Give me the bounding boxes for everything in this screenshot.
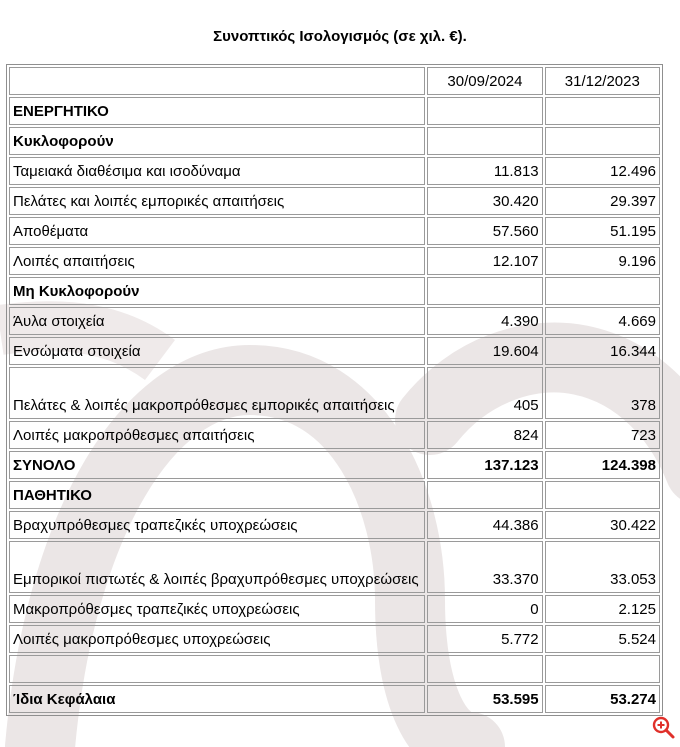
header-date-2024: 30/09/2024 [427, 67, 542, 95]
value-2024: 44.386 [427, 511, 542, 539]
value-2023: 30.422 [545, 511, 660, 539]
value-2023: 723 [545, 421, 660, 449]
value-2024: 0 [427, 595, 542, 623]
row-label: Λοιπές μακροπρόθεσμες απαιτήσεις [9, 421, 425, 449]
row-label: ΣΥΝΟΛΟ [9, 451, 425, 479]
row-label: Αποθέματα [9, 217, 425, 245]
value-2024: 57.560 [427, 217, 542, 245]
table-row [9, 541, 660, 593]
value-2024: 33.370 [427, 541, 542, 593]
header-label-cell [9, 67, 425, 95]
value-2023: 9.196 [545, 247, 660, 275]
balance-sheet-table [6, 64, 663, 716]
row-label [9, 655, 425, 683]
value-2023: 16.344 [545, 337, 660, 365]
row-label: Ίδια Κεφάλαια [9, 685, 425, 713]
value-2024: 5.772 [427, 625, 542, 653]
table-row [9, 127, 660, 155]
row-label: ΠΑΘΗΤΙΚΟ [9, 481, 425, 509]
value-2024: 12.107 [427, 247, 542, 275]
row-label: Ταμειακά διαθέσιμα και ισοδύναμα [9, 157, 425, 185]
table-row [9, 307, 660, 335]
value-2023 [545, 277, 660, 305]
table-row [9, 187, 660, 215]
table-row [9, 481, 660, 509]
row-label: Άυλα στοιχεία [9, 307, 425, 335]
value-2024: 137.123 [427, 451, 542, 479]
table-row [9, 655, 660, 683]
value-2024: 30.420 [427, 187, 542, 215]
value-2023: 4.669 [545, 307, 660, 335]
value-2024: 4.390 [427, 307, 542, 335]
value-2023: 53.274 [545, 685, 660, 713]
table-row [9, 247, 660, 275]
table-row [9, 277, 660, 305]
row-label: Βραχυπρόθεσμες τραπεζικές υποχρεώσεις [9, 511, 425, 539]
table-row [9, 217, 660, 245]
zoom-in-icon[interactable] [650, 714, 676, 740]
page-title: Συνοπτικός Ισολογισμός (σε χιλ. €). [213, 28, 467, 45]
value-2024: 405 [427, 367, 542, 419]
value-2024: 19.604 [427, 337, 542, 365]
value-2023: 2.125 [545, 595, 660, 623]
value-2024: 824 [427, 421, 542, 449]
value-2023: 124.398 [545, 451, 660, 479]
row-label: Μη Κυκλοφορούν [9, 277, 425, 305]
value-2023 [545, 127, 660, 155]
table-row [9, 97, 660, 125]
value-2023: 51.195 [545, 217, 660, 245]
header-date-2023: 31/12/2023 [545, 67, 660, 95]
value-2024 [427, 655, 542, 683]
row-label: Κυκλοφορούν [9, 127, 425, 155]
value-2023 [545, 97, 660, 125]
table-row [9, 625, 660, 653]
table-row [9, 367, 660, 419]
row-label: ΕΝΕΡΓΗΤΙΚΟ [9, 97, 425, 125]
value-2024 [427, 481, 542, 509]
table-header-row [9, 67, 660, 95]
row-label: Πελάτες & λοιπές μακροπρόθεσμες εμπορικές απαιτήσεις [9, 367, 425, 419]
row-label: Μακροπρόθεσμες τραπεζικές υποχρεώσεις [9, 595, 425, 623]
table-row [9, 421, 660, 449]
row-label: Λοιπές μακροπρόθεσμες υποχρεώσεις [9, 625, 425, 653]
value-2023: 33.053 [545, 541, 660, 593]
value-2023: 378 [545, 367, 660, 419]
table-row [9, 337, 660, 365]
value-2024: 11.813 [427, 157, 542, 185]
table-row [9, 451, 660, 479]
value-2024: 53.595 [427, 685, 542, 713]
table-row [9, 685, 660, 713]
row-label: Ενσώματα στοιχεία [9, 337, 425, 365]
value-2023 [545, 481, 660, 509]
value-2023: 12.496 [545, 157, 660, 185]
table-row [9, 157, 660, 185]
value-2024 [427, 97, 542, 125]
row-label: Λοιπές απαιτήσεις [9, 247, 425, 275]
row-label: Πελάτες και λοιπές εμπορικές απαιτήσεις [9, 187, 425, 215]
value-2024 [427, 127, 542, 155]
value-2023 [545, 655, 660, 683]
row-label: Εμπορικοί πιστωτές & λοιπές βραχυπρόθεσμες υποχρεώσεις [9, 541, 425, 593]
value-2023: 29.397 [545, 187, 660, 215]
value-2023: 5.524 [545, 625, 660, 653]
table-row [9, 595, 660, 623]
value-2024 [427, 277, 542, 305]
table-row [9, 511, 660, 539]
